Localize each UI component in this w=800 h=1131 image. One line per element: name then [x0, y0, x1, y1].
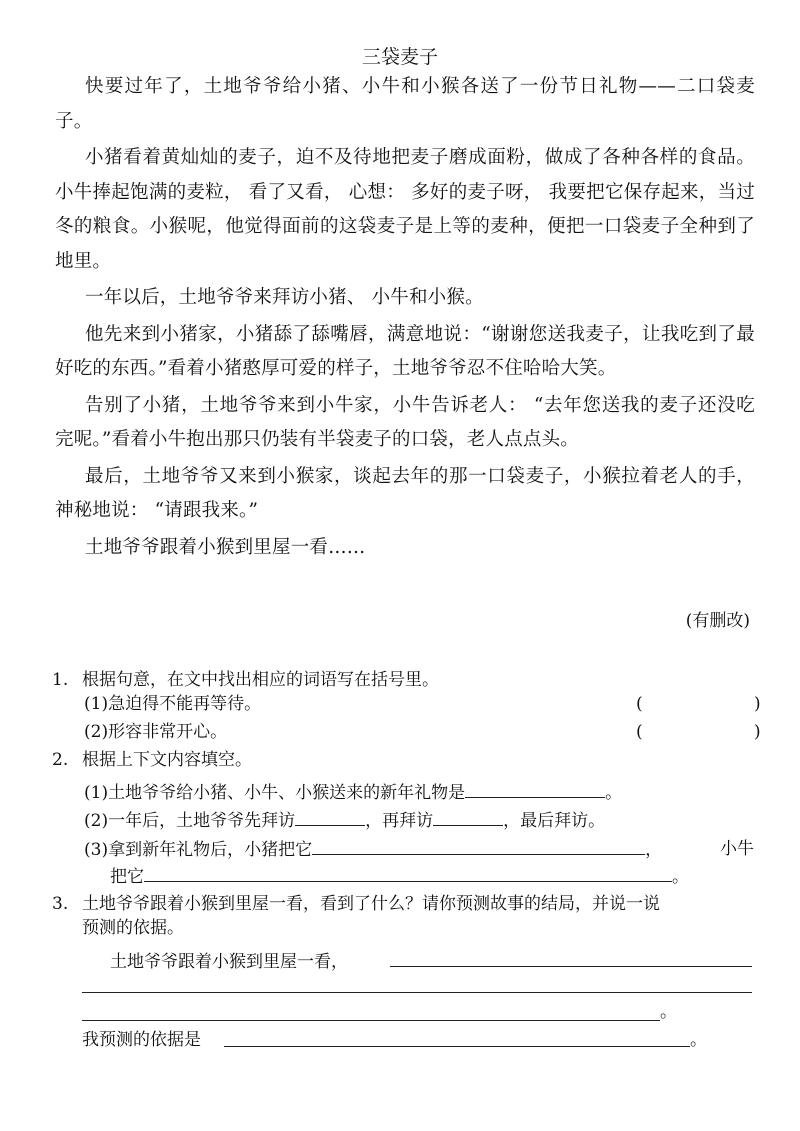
answer-paren-close: ) [754, 694, 761, 714]
story-paragraph: 最后，土地爷爷又来到小猴家，谈起去年的那一口袋麦子，小猴拉着老人的手，神秘地说： “请跟我来。” [55, 465, 755, 521]
story-title: 三袋麦子 [361, 46, 438, 68]
q2-item-2-text: ，最后拜访。 [503, 811, 606, 831]
q2-item-3-cont [110, 864, 689, 889]
story-paragraph: 一年以后，土地爷爷来拜访小猪、 小牛和小猴。 [85, 287, 484, 308]
question-number: 2. [52, 750, 69, 770]
question-text: 土地爷爷跟着小猴到里屋一看，看到了什么？请你预测故事的结局，并说一说 [82, 894, 660, 914]
answer-paren-open: ( [636, 722, 643, 742]
answer-paren-open: ( [636, 694, 643, 714]
q2-item-3-end: 。 [672, 867, 689, 887]
q2-item-3 [84, 837, 662, 862]
answer-line[interactable] [82, 992, 752, 993]
q2-item-2-text: ，再拜访 [365, 811, 434, 831]
story-paragraph: 他先来到小猪家，小猪舔了舔嘴唇，满意地说：“谢谢您送我麦子，让我吃到了最好吃的东西。”看着小猪憨厚可爱的样子，土地爷爷忍不住哈哈大笑。 [55, 323, 755, 379]
question-text: 根据句意，在文中找出相应的词语写在括号里。 [82, 670, 439, 690]
question-number: 3. [52, 894, 69, 914]
answer-blank[interactable] [433, 808, 503, 826]
q2-item-1-end: 。 [605, 783, 623, 803]
q1-item-2: (2)形容非常开心。 [84, 722, 228, 742]
q2-item-2 [84, 808, 605, 833]
q2-item-2-text: (2)一年后，土地爷爷先拜访 [84, 811, 296, 831]
answer-line[interactable] [390, 966, 752, 967]
q2-item-3-text: (3)拿到新年礼物后，小猪把它 [84, 840, 313, 860]
answer-blank[interactable] [144, 864, 672, 882]
story-paragraph: 快要过年了，土地爷爷给小猪、小牛和小猴各送了一份节日礼物——二口袋麦子。 [55, 76, 755, 132]
question-text-cont: 预测的依据。 [82, 918, 184, 938]
answer-blank[interactable] [465, 780, 605, 798]
story-paragraph: 土地爷爷跟着小猴到里屋一看…… [85, 536, 366, 558]
source-note: (有删改) [685, 611, 750, 631]
answer-blank[interactable] [312, 837, 645, 855]
q3-answer-end: 。 [660, 1002, 677, 1022]
question-number: 1. [52, 670, 69, 690]
answer-paren-close: ) [754, 722, 761, 742]
answer-line[interactable] [224, 1046, 690, 1047]
q2-item-3-text: 把它 [110, 867, 144, 887]
story-paragraph: 小猪看着黄灿灿的麦子，迫不及待地把麦子磨成面粉，做成了各种各样的食品。小牛捧起饱满的麦粒， 看了又看， 心想： 多好的麦子呀， 我要把它保存起来，当过冬的粮食。小猴呢，他觉得面前的这袋麦子是上等的麦种，便把一口袋麦子全种到了地里。 [55, 147, 755, 272]
story-paragraph: 告别了小猪，土地爷爷来到小牛家，小牛告诉老人： “去年您送我的麦子还没吃完呢。”看着小牛抱出那只仍装有半袋麦子的口袋，老人点点头。 [55, 394, 755, 450]
q2-item-3-text: ， [645, 840, 663, 860]
q3-basis-end: 。 [690, 1030, 707, 1050]
q3-basis-label: 我预测的依据是 [82, 1030, 201, 1050]
question-text: 根据上下文内容填空。 [82, 750, 252, 770]
q3-prompt: 土地爷爷跟着小猴到里屋一看， [110, 952, 348, 972]
q2-item-1-text: (1)土地爷爷给小猪、小牛、小猴送来的新年礼物是 [84, 783, 466, 803]
answer-blank[interactable] [295, 808, 365, 826]
story-body [55, 70, 755, 565]
q2-item-3-text: 小牛 [720, 839, 754, 859]
q1-item-1: (1)急迫得不能再等待。 [84, 694, 262, 714]
q2-item-1 [84, 780, 622, 805]
answer-line[interactable] [82, 1020, 660, 1021]
